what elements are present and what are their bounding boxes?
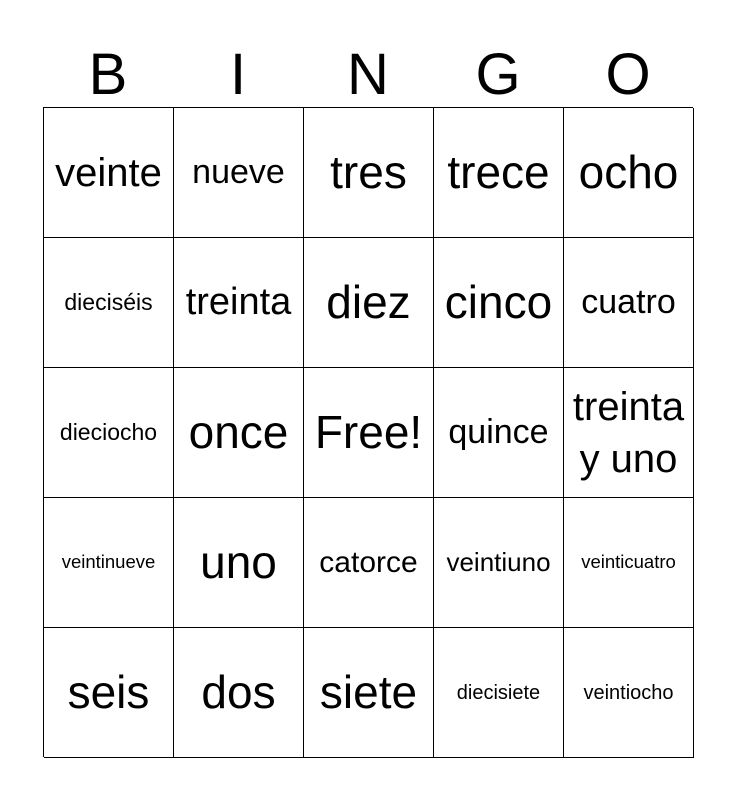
bingo-cell[interactable] <box>304 108 434 238</box>
bingo-cell[interactable] <box>44 108 174 238</box>
bingo-cell[interactable] <box>564 628 694 758</box>
cell-label: veintinueve <box>61 551 156 573</box>
bingo-cell[interactable] <box>174 498 304 628</box>
cell-label: once <box>188 405 289 458</box>
cell-label: treinta <box>185 280 292 323</box>
cell-label: dieciocho <box>59 418 158 445</box>
bingo-cell[interactable] <box>434 628 564 758</box>
bingo-cell[interactable] <box>174 628 304 758</box>
cell-label: cuatro <box>581 283 676 322</box>
bingo-cell[interactable] <box>304 498 434 628</box>
cell-label: veinte <box>55 150 162 195</box>
bingo-card <box>43 107 693 757</box>
free-space[interactable] <box>304 368 434 498</box>
bingo-cell[interactable] <box>304 238 434 368</box>
cell-label: veintiocho <box>583 681 674 704</box>
bingo-cell[interactable] <box>434 498 564 628</box>
cell-label: dos <box>201 665 276 718</box>
bingo-cell[interactable] <box>44 368 174 498</box>
bingo-cell[interactable] <box>564 238 694 368</box>
cell-label: diez <box>326 275 411 328</box>
bingo-cell[interactable] <box>434 238 564 368</box>
header-letter-o: O <box>605 42 651 107</box>
cell-label: treinta y uno <box>572 384 685 481</box>
bingo-cell[interactable] <box>174 108 304 238</box>
header-letter-b: B <box>88 42 128 107</box>
cell-label: dieciséis <box>64 288 153 315</box>
cell-label: seis <box>67 665 150 718</box>
bingo-cell[interactable] <box>304 628 434 758</box>
header-letter-g: G <box>475 42 521 107</box>
cell-label: trece <box>447 145 550 198</box>
bingo-cell[interactable] <box>564 368 694 498</box>
bingo-cell[interactable] <box>564 498 694 628</box>
cell-label: veinticuatro <box>581 551 676 573</box>
cell-label: ocho <box>578 145 679 198</box>
bingo-cell[interactable] <box>434 108 564 238</box>
cell-label: quince <box>448 413 549 452</box>
cell-label: uno <box>200 535 277 588</box>
bingo-cell[interactable] <box>564 108 694 238</box>
bingo-cell[interactable] <box>434 368 564 498</box>
bingo-cell[interactable] <box>44 498 174 628</box>
cell-label: tres <box>330 145 407 198</box>
bingo-cell[interactable] <box>44 628 174 758</box>
cell-label: cinco <box>444 275 553 328</box>
header-letter-i: I <box>229 42 247 107</box>
cell-label: catorce <box>319 545 418 579</box>
cell-label: nueve <box>192 153 285 192</box>
cell-label: Free! <box>314 405 423 458</box>
cell-label: diecisiete <box>456 681 541 704</box>
bingo-cell[interactable] <box>174 368 304 498</box>
bingo-cell[interactable] <box>174 238 304 368</box>
cell-label: veintiuno <box>446 546 551 577</box>
header-letter-n: N <box>347 42 389 107</box>
bingo-header <box>43 42 693 108</box>
cell-label: siete <box>319 665 418 718</box>
bingo-cell[interactable] <box>44 238 174 368</box>
